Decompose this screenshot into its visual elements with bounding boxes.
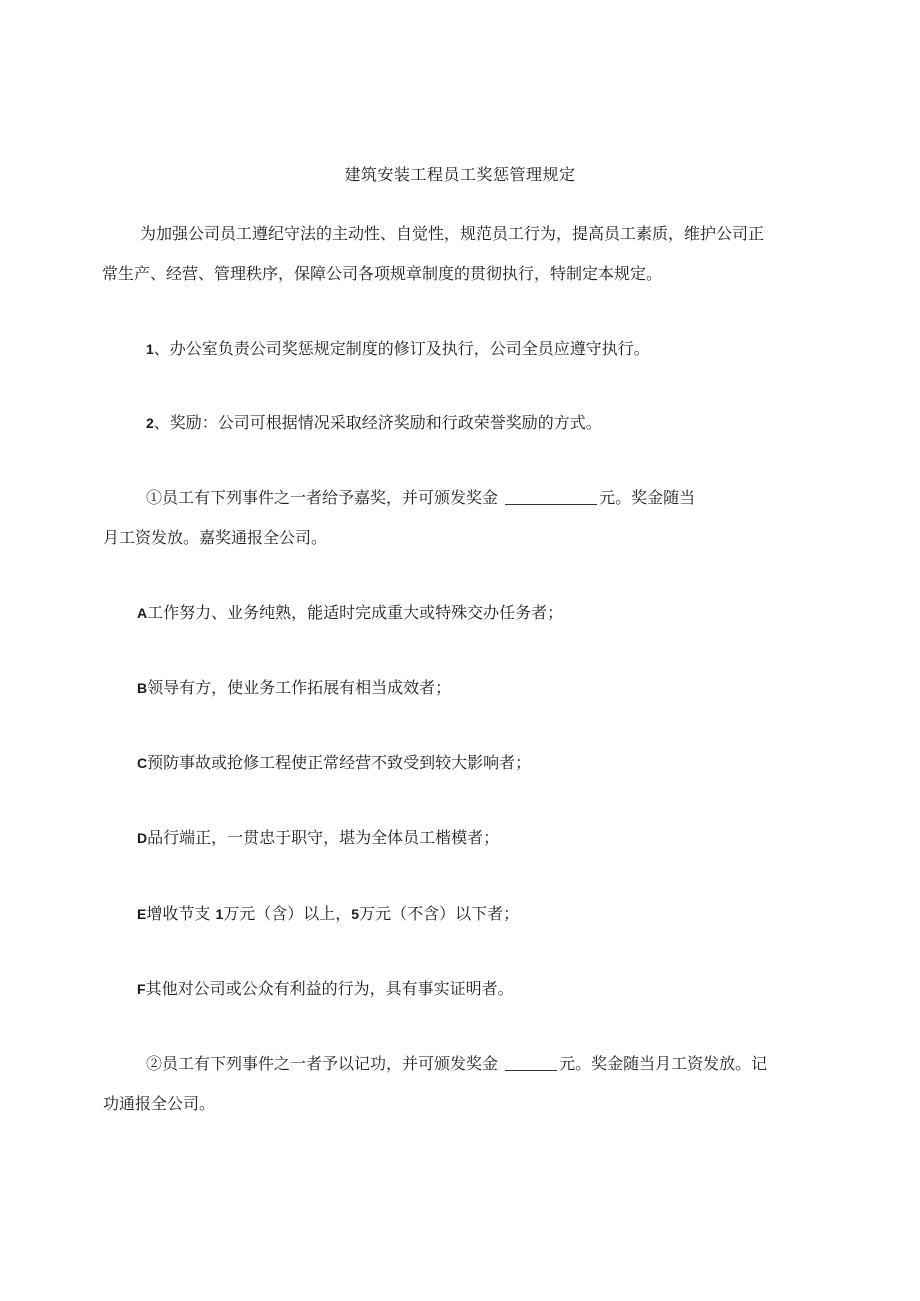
reward-2-line-2: 功通报全公司。 [103,1094,216,1113]
criterion-a-text: 工作努力、业务纯熟，能适时完成重大或特殊交办任务者； [147,603,564,622]
reward-1-line-2: 月工资发放。嘉奖通报全公司。 [103,528,328,547]
bonus-amount-blank-2 [505,1054,557,1071]
item-2-text: 、奖励：公司可根据情况采取经济奖励和行政荣誉奖励的方式。 [153,413,602,432]
document-title: 建筑安装工程员工奖惩管理规定 [344,165,576,184]
criterion-e [137,894,519,934]
criterion-d [137,818,499,858]
criterion-e-text-c: 万元（不含）以下者； [359,904,520,923]
criterion-a [137,593,563,633]
reward-2-text-pre: ②员工有下列事件之一者予以记功，并可颁发奖金 [146,1054,499,1073]
item-2 [146,403,602,443]
reward-2-text-post: 元。奖金随当月工资发放。记 [559,1054,768,1073]
criterion-c-text: 预防事故或抢修工程使正常经营不致受到较大影响者； [147,753,532,772]
criterion-c [137,743,531,783]
reward-1-line-1 [146,478,695,518]
criterion-c-letter: C [137,755,148,771]
item-1-text: 、办公室负责公司奖惩规定制度的修订及执行，公司全员应遵守执行。 [153,339,650,358]
criterion-b-text: 领导有方，使业务工作拓展有相当成效者； [147,678,452,697]
item-2-number: 2 [146,415,154,431]
intro-line-2: 常生产、经营、管理秩序，保障公司各项规章制度的贯彻执行，特制定本规定。 [102,264,663,283]
criterion-d-text: 品行端正，一贯忠于职守，堪为全体员工楷模者； [147,828,500,847]
intro-line-1: 为加强公司员工遵纪守法的主动性、自觉性，规范员工行为，提高员工素质，维护公司正 [140,224,765,243]
reward-2-paragraph [103,1044,768,1124]
criterion-e-text-a: 增收节支 [146,904,211,923]
reward-2-line-1 [146,1044,767,1084]
criterion-b-letter: B [137,680,148,696]
item-1 [146,329,650,369]
item-1-number: 1 [146,341,154,357]
criterion-d-letter: D [137,830,148,846]
reward-1-paragraph [103,478,696,558]
criterion-f-text: 其他对公司或公众有利益的行为，具有事实证明者。 [145,979,514,998]
criterion-e-letter: E [137,906,147,922]
intro-paragraph [102,214,765,294]
criterion-b [137,668,451,708]
criterion-f [137,969,514,1009]
bonus-amount-blank-1 [505,488,597,505]
criterion-e-num-b: 5 [351,906,360,922]
criterion-f-letter: F [137,981,146,997]
criterion-a-letter: A [137,605,148,621]
criterion-e-text-b: 万元（含）以上， [223,904,352,923]
criterion-e-num-a: 1 [215,906,224,922]
reward-1-text-post: 元。奖金随当 [599,488,696,507]
reward-1-text-pre: ①员工有下列事件之一者给予嘉奖，并可颁发奖金 [146,488,499,507]
